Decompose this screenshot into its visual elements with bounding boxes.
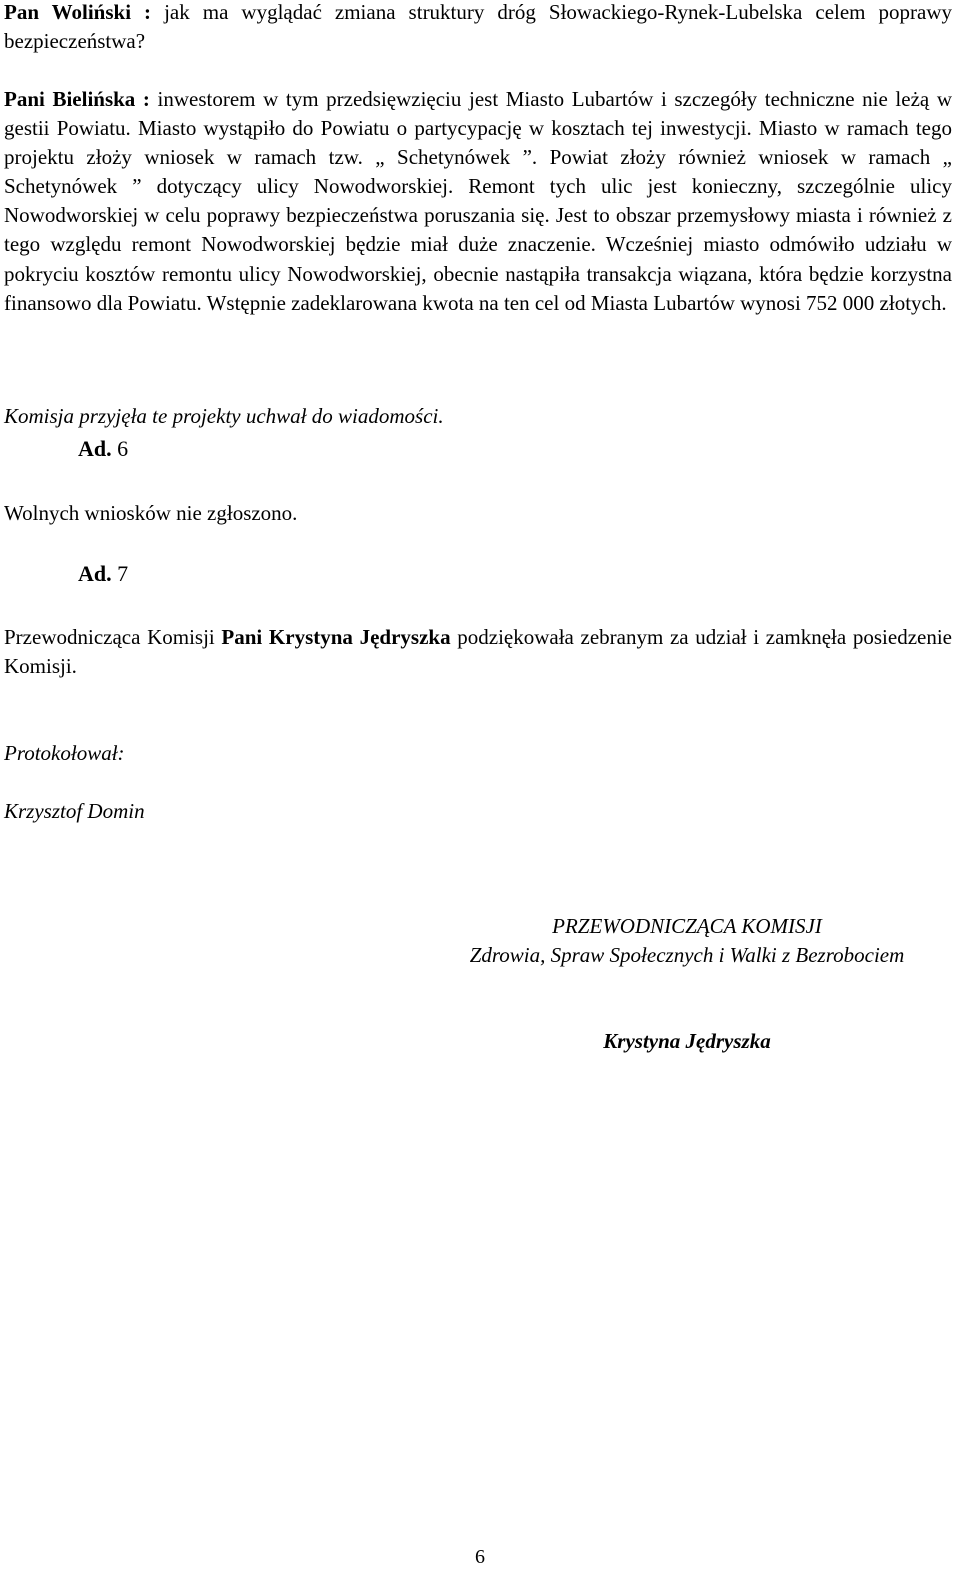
speaker-name: Pan Woliński : <box>4 0 152 24</box>
signature-title: PRZEWODNICZĄCA KOMISJI <box>552 914 822 938</box>
paragraph-wolinski <box>4 0 952 56</box>
section-label: Ad. <box>78 436 112 461</box>
chairwoman-name: Pani Krystyna Jędryszka <box>221 625 451 649</box>
paragraph-bielinska <box>4 85 952 318</box>
closing-paragraph <box>4 623 952 681</box>
paragraph-text: jak ma wyglądać zmiana struktury dróg Słowackiego-Rynek-Lubelska celem poprawy bezpieczeństwa? <box>4 0 952 54</box>
page-number: 6 <box>475 1546 485 1568</box>
section-number: 7 <box>117 561 129 586</box>
speaker-name: Pani Bielińska : <box>4 87 150 111</box>
paragraph-text: inwestorem w tym przedsięwzięciu jest Miasto Lubartów i szczegóły techniczne nie leżą w gestii Powiatu. Miasto wystąpiło do Powiatu o partycypację w kosztach tej inwestycji. Miasto w ramach tego projektu złoży wniosek w ramach tzw. „ Schetynówek ”. Powiat złoży również wniosek w ramach „ Schetynówek ” dotyczący ulicy Nowodworskiej. Remont tych ulic jest konieczny, szczególnie ulicy Nowodworskiej w celu poprawy bezpieczeństwa poruszania się. Jest to obszar przemysłowy miasta i również z tego względu remont Nowodworskiej będzie miał duże znaczenie. Wcześniej miasto odmówiło udziału w pokryciu kosztów remontu ulicy Nowodworskiej, obecnie nastąpiła transakcja wiązana, która będzie korzystna finansowo dla Powiatu. Wstępnie zadeklarowana kwota na ten cel od Miasta Lubartów wynosi 752 000 złotych. <box>4 87 952 315</box>
recorded-by-label: Protokołował: <box>4 741 125 765</box>
section-number: 6 <box>117 436 129 461</box>
signature-committee: Zdrowia, Spraw Społecznych i Walki z Bezrobociem <box>469 943 905 967</box>
closing-text-after: podziękowała zebranym za udział i zamknęła posiedzenie Komisji. <box>4 625 952 679</box>
no-motions-note: Wolnych wniosków nie zgłoszono. <box>4 501 298 525</box>
section-heading-ad6 <box>78 434 128 463</box>
commission-note: Komisja przyjęła te projekty uchwał do wiadomości. <box>4 404 444 428</box>
recorder-name: Krzysztof Domin <box>4 799 145 823</box>
section-label: Ad. <box>78 561 112 586</box>
closing-text-before: Przewodnicząca Komisji <box>4 625 222 649</box>
signature-name: Krystyna Jędryszka <box>603 1029 771 1053</box>
section-heading-ad7 <box>78 559 128 588</box>
